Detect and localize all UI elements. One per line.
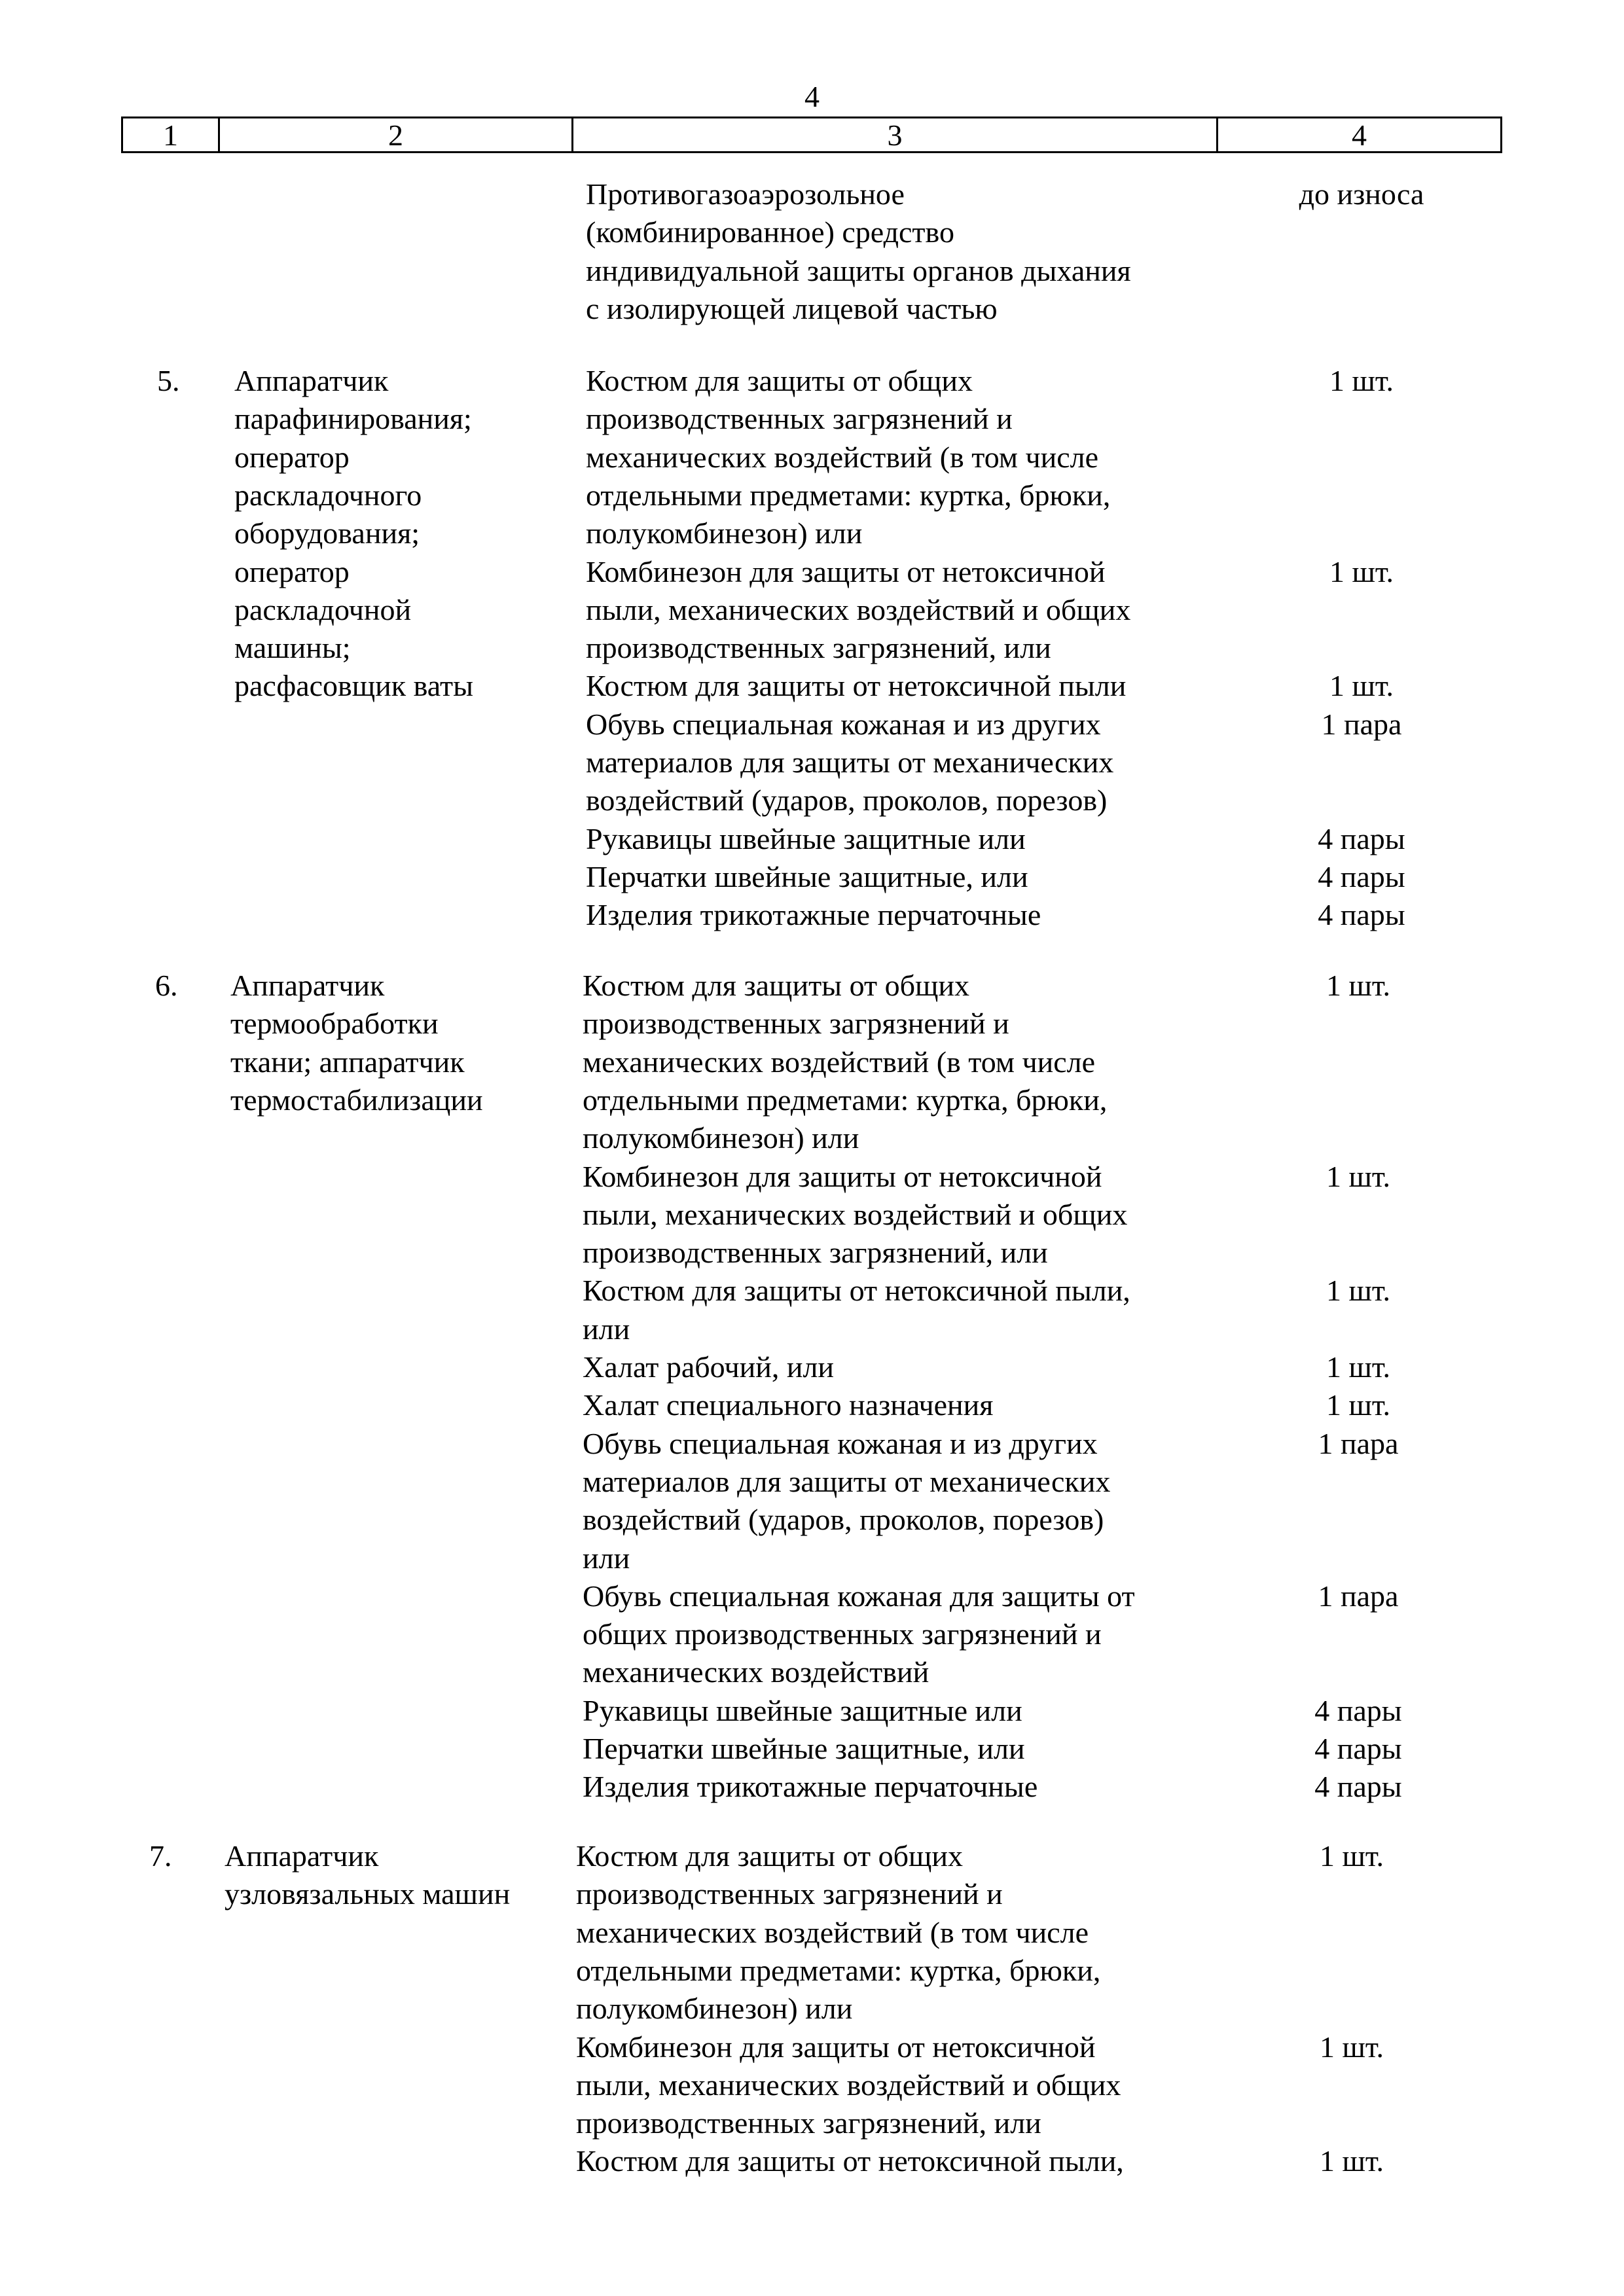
item-text-line: Костюм для защиты от нетоксичной пыли, xyxy=(576,2144,1124,2178)
quantity: 1 шт. xyxy=(1326,1274,1391,1308)
profession-line: оператор xyxy=(234,554,350,588)
item-text-line: Комбинезон для защиты от нетоксичной xyxy=(586,554,1106,588)
item-text-line: Костюм для защиты от нетоксичной пыли xyxy=(586,669,1127,703)
item-text-line: механических воздействий xyxy=(583,1655,929,1689)
row-number: 5. xyxy=(157,364,180,397)
header-col-1: 1 xyxy=(123,118,220,151)
profession-line: термообработки xyxy=(230,1007,439,1041)
item-text-line: механических воздействий (в том числе xyxy=(576,1915,1089,1949)
item-text-line: Рукавицы швейные защитные или xyxy=(583,1693,1022,1727)
item-text-line: с изолирующей лицевой частью xyxy=(586,291,998,325)
item-text-line: производственных загрязнений, или xyxy=(586,631,1051,665)
item-text-line: воздействий (ударов, проколов, порезов) xyxy=(583,1503,1104,1537)
quantity: 4 пары xyxy=(1314,1732,1402,1765)
profession-line: ткани; аппаратчик xyxy=(230,1045,465,1079)
item-text-line: (комбинированное) средство xyxy=(586,215,954,249)
item-text-line: отдельными предметами: куртка, брюки, xyxy=(583,1083,1108,1117)
item-text-line: отдельными предметами: куртка, брюки, xyxy=(586,478,1111,512)
item-text-line: полукомбинезон) или xyxy=(586,516,863,550)
item-text-line: воздействий (ударов, проколов, порезов) xyxy=(586,783,1108,817)
profession-line: оператор xyxy=(234,440,350,474)
quantity: 1 шт. xyxy=(1326,1159,1391,1193)
profession-line: раскладочной xyxy=(234,592,412,626)
item-text-line: полукомбинезон) или xyxy=(576,1992,853,2026)
item-text-line: Обувь специальная кожаная и из других xyxy=(583,1426,1098,1460)
profession-line: Аппаратчик xyxy=(234,364,389,397)
item-text-line: Обувь специальная кожаная для защиты от xyxy=(583,1579,1135,1613)
item-text-line: материалов для защиты от механических xyxy=(586,745,1114,779)
row-number: 6. xyxy=(155,969,178,1002)
item-text-line: общих производственных загрязнений и xyxy=(583,1617,1102,1651)
quantity: 4 пары xyxy=(1314,1693,1402,1727)
header-col-4: 4 xyxy=(1352,118,1367,152)
item-text-line: Рукавицы швейные защитные или xyxy=(586,821,1026,855)
item-text-line: или xyxy=(583,1541,630,1575)
item-text-line: Комбинезон для защиты от нетоксичной xyxy=(576,2030,1096,2064)
item-text-line: Халат рабочий, или xyxy=(583,1350,835,1384)
item-text-line: Костюм для защиты от нетоксичной пыли, xyxy=(583,1274,1130,1308)
item-text-line: производственных загрязнений и xyxy=(583,1007,1009,1041)
quantity: 4 пары xyxy=(1318,898,1405,932)
item-text-line: Перчатки швейные защитные, или xyxy=(586,859,1028,893)
quantity: 1 шт. xyxy=(1319,1839,1384,1873)
item-text-line: Изделия трикотажные перчаточные xyxy=(586,898,1041,932)
quantity: до износа xyxy=(1299,177,1424,211)
profession-line: оборудования; xyxy=(234,516,420,550)
item-text-line: механических воздействий (в том числе xyxy=(583,1045,1096,1079)
quantity: 1 шт. xyxy=(1329,669,1394,703)
quantity: 4 пары xyxy=(1318,821,1405,855)
profession-line: парафинирования; xyxy=(234,402,472,436)
quantity: 4 пары xyxy=(1318,859,1405,893)
page-number: 4 xyxy=(804,80,820,113)
item-text-line: полукомбинезон) или xyxy=(583,1121,859,1155)
quantity: 1 шт. xyxy=(1329,364,1394,397)
item-text-line: Халат специального назначения xyxy=(583,1388,994,1422)
quantity: 1 шт. xyxy=(1329,554,1394,588)
item-text-line: производственных загрязнений и xyxy=(576,1877,1003,1911)
item-text-line: отдельными предметами: куртка, брюки, xyxy=(576,1953,1101,1987)
item-text-line: механических воздействий (в том числе xyxy=(586,440,1099,474)
item-text-line: Комбинезон для защиты от нетоксичной xyxy=(583,1159,1102,1193)
item-text-line: пыли, механических воздействий и общих xyxy=(576,2068,1121,2102)
profession-line: узловязальных машин xyxy=(225,1877,511,1911)
header-col-2: 2 xyxy=(220,118,573,151)
item-text-line: Костюм для защиты от общих xyxy=(576,1839,964,1873)
item-text-line: Противогазоаэрозольное xyxy=(586,177,905,211)
table-header-row xyxy=(121,117,1502,153)
header-col-3: 3 xyxy=(573,118,1218,151)
item-text-line: или xyxy=(583,1312,630,1346)
item-text-line: Перчатки швейные защитные, или xyxy=(583,1732,1025,1765)
quantity: 1 шт. xyxy=(1319,2030,1384,2064)
quantity: 1 пара xyxy=(1318,1426,1399,1460)
item-text-line: Обувь специальная кожаная и из других xyxy=(586,707,1101,741)
quantity: 4 пары xyxy=(1314,1770,1402,1804)
item-text-line: производственных загрязнений и xyxy=(586,402,1013,436)
quantity: 1 пара xyxy=(1318,1579,1399,1613)
quantity: 1 шт. xyxy=(1326,969,1391,1002)
quantity: 1 шт. xyxy=(1319,2144,1384,2178)
item-text-line: Изделия трикотажные перчаточные xyxy=(583,1770,1038,1804)
item-text-line: материалов для защиты от механических xyxy=(583,1464,1111,1498)
profession-line: термостабилизации xyxy=(230,1083,483,1117)
quantity: 1 пара xyxy=(1321,707,1402,741)
profession-line: Аппаратчик xyxy=(225,1839,379,1873)
quantity: 1 шт. xyxy=(1326,1388,1391,1422)
item-text-line: производственных загрязнений, или xyxy=(583,1236,1048,1270)
profession-line: раскладочного xyxy=(234,478,422,512)
row-number: 7. xyxy=(149,1839,172,1873)
quantity: 1 шт. xyxy=(1326,1350,1391,1384)
item-text-line: пыли, механических воздействий и общих xyxy=(583,1197,1128,1231)
item-text-line: индивидуальной защиты органов дыхания xyxy=(586,253,1131,287)
profession-line: машины; xyxy=(234,631,351,665)
profession-line: Аппаратчик xyxy=(230,969,385,1002)
item-text-line: Костюм для защиты от общих xyxy=(586,364,973,397)
item-text-line: производственных загрязнений, или xyxy=(576,2106,1041,2140)
profession-line: расфасовщик ваты xyxy=(234,669,473,703)
item-text-line: пыли, механических воздействий и общих xyxy=(586,592,1131,626)
item-text-line: Костюм для защиты от общих xyxy=(583,969,970,1002)
